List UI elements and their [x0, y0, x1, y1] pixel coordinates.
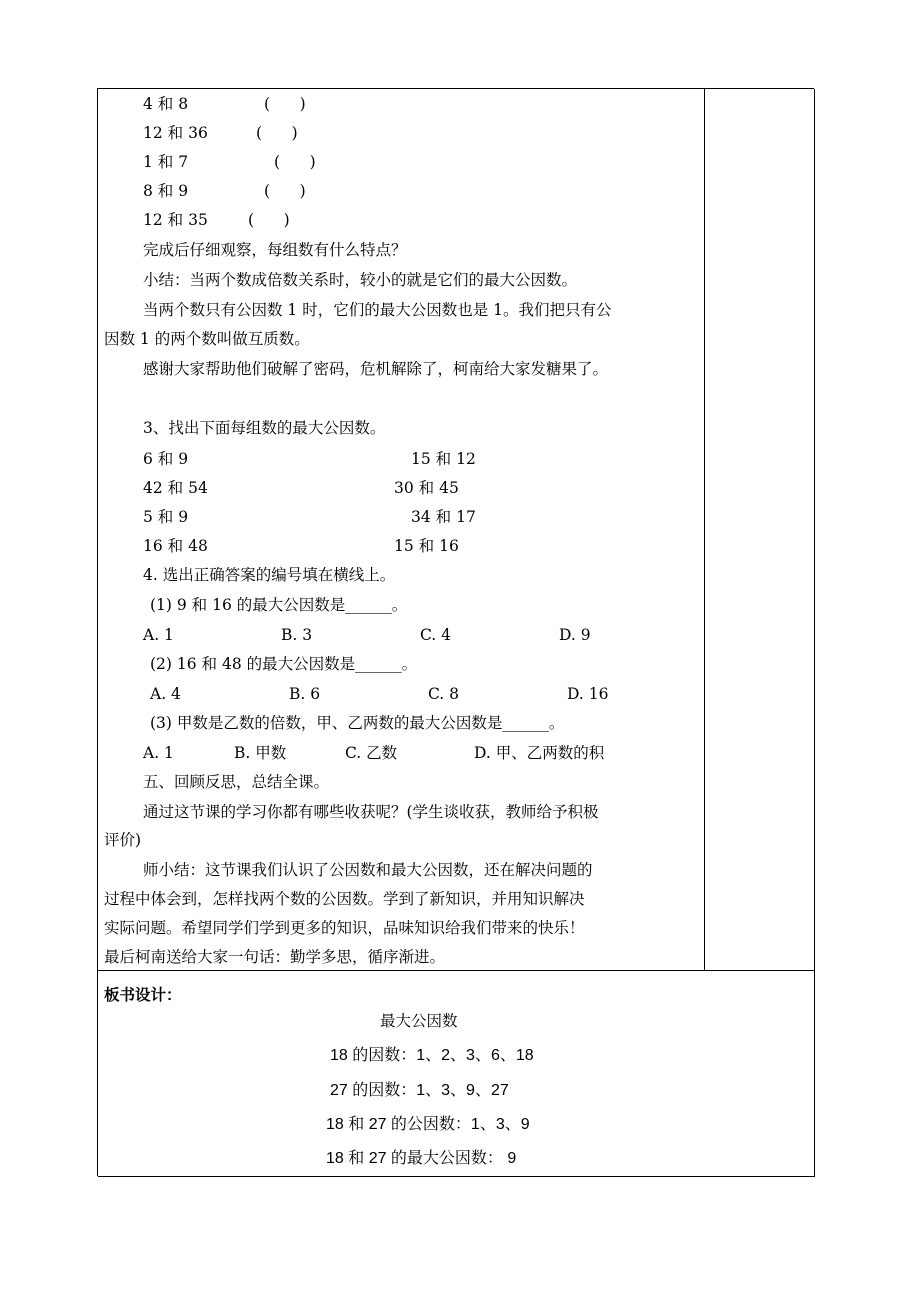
pair-1: 4 和 8 [143, 95, 189, 113]
q4-3-option-b: B. 甲数 [234, 744, 287, 762]
review-line-4: 过程中体会到，怎样找两个数的公因数。学到了新知识，并用知识解决 [104, 890, 585, 908]
review-title: 五、回顾反思，总结全课。 [143, 773, 330, 791]
q4-1-option-c: C. 4 [420, 626, 452, 644]
review-line-2: 评价) [104, 831, 142, 849]
board-line-4: 18 和 27 的最大公因数： 9 [326, 1150, 517, 1167]
q4-1-option-a: A. 1 [143, 626, 174, 644]
q4-2-option-c: C. 8 [428, 685, 460, 703]
q4-3-option-a: A. 1 [143, 744, 174, 762]
q4-2-option-d: D. 16 [567, 685, 609, 703]
pair-5: 12 和 35 [143, 211, 208, 229]
q4-question-3: (3) 甲数是乙数的倍数，甲、乙两数的最大公因数是______。 [150, 714, 565, 732]
q4-2-option-b: B. 6 [289, 685, 321, 703]
q3-right-3: 34 和 17 [411, 508, 476, 526]
pair-5-blank: ( ) [248, 211, 290, 229]
review-line-1: 通过这节课的学习你都有哪些收获呢？(学生谈收获，教师给予积极 [143, 803, 599, 821]
q4-question-1: (1) 9 和 16 的最大公因数是______。 [150, 596, 408, 614]
summary-2a: 当两个数只有公因数 1 时，它们的最大公因数也是 1。我们把只有公 [143, 301, 612, 319]
q4-title: 4. 选出正确答案的编号填在横线上。 [143, 566, 396, 584]
q4-3-option-d: D. 甲、乙两数的积 [474, 744, 605, 762]
summary-2b: 因数 1 的两个数叫做互质数。 [104, 330, 310, 348]
q3-right-1: 15 和 12 [411, 450, 476, 468]
board-design-cell [98, 971, 815, 1177]
q4-1-option-b: B. 3 [281, 626, 313, 644]
q4-2-option-a: A. 4 [150, 685, 181, 703]
lesson-content-cell [98, 89, 705, 971]
thanks-text: 感谢大家帮助他们破解了密码，危机解除了，柯南给大家发糖果了。 [143, 360, 609, 378]
board-line-1: 18 的因数：1、2、3、6、18 [330, 1047, 534, 1064]
review-line-5: 实际问题。希望同学们学到更多的知识，品味知识给我们带来的快乐！ [104, 919, 585, 937]
pair-1-blank: ( ) [264, 95, 306, 113]
q3-left-4: 16 和 48 [143, 537, 208, 555]
board-label: 板书设计： [104, 986, 182, 1004]
q4-question-2: (2) 16 和 48 的最大公因数是______。 [150, 655, 418, 673]
board-line-2: 27 的因数：1、3、9、27 [330, 1082, 509, 1099]
notes-cell [705, 89, 815, 971]
q4-3-option-c: C. 乙数 [345, 744, 398, 762]
board-title: 最大公因数 [380, 1012, 458, 1030]
q3-left-1: 6 和 9 [143, 450, 189, 468]
summary-1: 小结：当两个数成倍数关系时，较小的就是它们的最大公因数。 [143, 271, 578, 289]
review-line-3: 师小结：这节课我们认识了公因数和最大公因数，还在解决问题的 [143, 861, 593, 879]
q3-left-2: 42 和 54 [143, 479, 208, 497]
pair-4-blank: ( ) [264, 182, 306, 200]
pair-3-blank: ( ) [274, 153, 316, 171]
lesson-table [97, 88, 814, 1176]
q4-1-option-d: D. 9 [559, 626, 591, 644]
review-line-6: 最后柯南送给大家一句话：勤学多思，循序渐进。 [104, 948, 446, 966]
pair-2: 12 和 36 [143, 124, 208, 142]
board-line-3: 18 和 27 的公因数：1、3、9 [326, 1116, 530, 1133]
q3-right-2: 30 和 45 [394, 479, 459, 497]
observe-text: 完成后仔细观察，每组数有什么特点？ [143, 241, 407, 259]
q3-right-4: 15 和 16 [394, 537, 459, 555]
q3-left-3: 5 和 9 [143, 508, 189, 526]
pair-3: 1 和 7 [143, 153, 189, 171]
pair-4: 8 和 9 [143, 182, 189, 200]
q3-title: 3、找出下面每组数的最大公因数。 [143, 419, 386, 437]
pair-2-blank: ( ) [256, 124, 298, 142]
